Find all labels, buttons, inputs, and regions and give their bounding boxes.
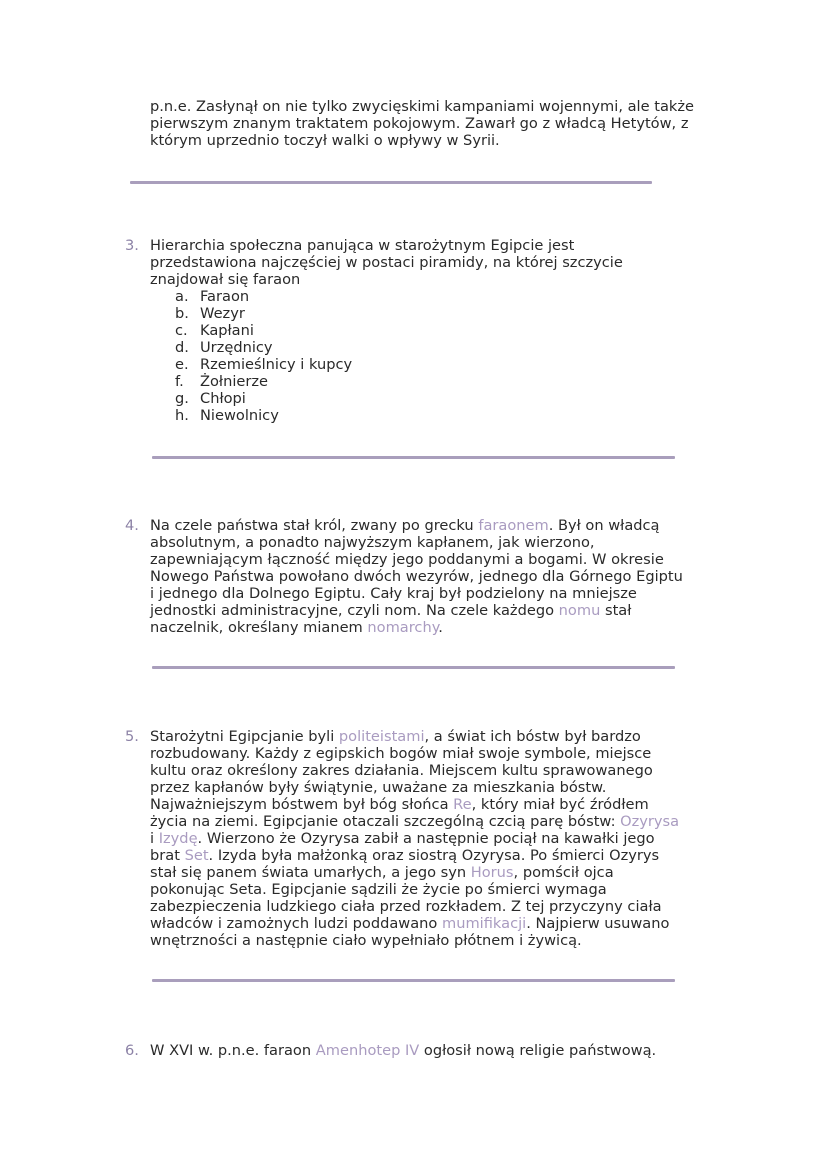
text-line	[150, 254, 623, 271]
list-item	[150, 305, 623, 322]
text-line	[150, 762, 679, 779]
text-segment: Na czele państwa stał król, zwany po grecku	[150, 517, 479, 534]
text-segment: ogłosił nową religie państwową.	[419, 1042, 657, 1059]
text-line	[150, 932, 679, 949]
highlighted-term: Amenhotep IV	[315, 1042, 420, 1059]
text-segment: . Najpierw usuwano	[526, 915, 670, 932]
list-item-letter: h.	[175, 407, 189, 424]
text-line	[150, 1042, 656, 1059]
list-item-letter: g.	[175, 390, 189, 407]
text-segment: . Izyda była małżonką oraz siostrą Ozyrysa. Po śmierci Ozyrys	[208, 847, 660, 864]
text-segment: absolutnym, a ponadto najwyższym kapłanem, jak wierzono,	[150, 534, 595, 551]
highlighted-term: Izydę	[158, 830, 198, 847]
list-item	[150, 322, 623, 339]
text-segment: stał	[600, 602, 632, 619]
question-number: 3.	[125, 237, 139, 254]
answer-line-divider	[130, 181, 652, 184]
question-4	[125, 517, 683, 636]
list-item-label: Urzędnicy	[200, 339, 273, 356]
list-item	[150, 356, 623, 373]
text-segment: życia na ziemi. Egipcjanie otaczali szczególną czcią parę bóstw:	[150, 813, 621, 830]
highlighted-term: faraonem	[478, 517, 549, 534]
list-item-letter: a.	[175, 288, 189, 305]
text-segment: którym uprzednio toczył walki o wpływy w Syrii.	[150, 132, 500, 149]
text-segment: brat	[150, 847, 185, 864]
list-item-letter: e.	[175, 356, 189, 373]
text-segment: , a świat ich bóstw był bardzo	[424, 728, 641, 745]
list-item	[150, 373, 623, 390]
list-item	[150, 288, 623, 305]
text-segment: kultu oraz określony zakres działania. Miejscem kultu sprawowanego	[150, 762, 653, 779]
text-line	[150, 779, 679, 796]
intro-paragraph	[150, 98, 694, 149]
text-segment: władców i zamożnych ludzi poddawano	[150, 915, 442, 932]
text-line	[150, 898, 679, 915]
text-segment: wnętrzności a następnie ciało wypełniało płótnem i żywicą.	[150, 932, 582, 949]
list-item-letter: b.	[175, 305, 189, 322]
text-segment: rozbudowany. Każdy z egipskich bogów miał swoje symbole, miejsce	[150, 745, 652, 762]
text-line	[150, 271, 623, 288]
text-segment: pierwszym znanym traktatem pokojowym. Zawarł go z władcą Hetytów, z	[150, 115, 689, 132]
highlighted-term: Horus	[470, 864, 514, 881]
list-item-label: Faraon	[200, 288, 250, 305]
text-line	[150, 864, 679, 881]
text-segment: p.n.e. Zasłynął on nie tylko zwycięskimi kampaniami wojennymi, ale także	[150, 98, 694, 115]
text-segment: Hierarchia społeczna panująca w starożytnym Egipcie jest	[150, 237, 575, 254]
text-line	[150, 551, 683, 568]
text-line	[150, 728, 679, 745]
text-segment: naczelnik, określany mianem	[150, 619, 368, 636]
text-line	[150, 98, 694, 115]
question-3	[125, 237, 623, 424]
text-line	[150, 237, 623, 254]
text-line	[150, 881, 679, 898]
text-segment: Nowego Państwa powołano dwóch wezyrów, jednego dla Górnego Egiptu	[150, 568, 683, 585]
text-line	[150, 830, 679, 847]
text-segment: W XVI w. p.n.e. faraon	[150, 1042, 316, 1059]
text-line	[150, 847, 679, 864]
text-segment: .	[438, 619, 443, 636]
list-item	[150, 390, 623, 407]
list-item-letter: f.	[175, 373, 184, 390]
text-segment: . Wierzono że Ozyrysa zabił a następnie pociął na kawałki jego	[197, 830, 655, 847]
text-line	[150, 813, 679, 830]
text-segment: i	[150, 830, 159, 847]
text-segment: i jednego dla Dolnego Egiptu. Cały kraj był podzielony na mniejsze	[150, 585, 637, 602]
highlighted-term: Set	[184, 847, 209, 864]
text-segment: pokonując Seta. Egipcjanie sądzili że życie po śmierci wymaga	[150, 881, 607, 898]
list-item-label: Chłopi	[200, 390, 246, 407]
text-segment: znajdował się faraon	[150, 271, 301, 288]
text-line	[150, 115, 694, 132]
list-item	[150, 339, 623, 356]
highlighted-term: politeistami	[338, 728, 425, 745]
question-number: 4.	[125, 517, 139, 534]
highlighted-term: mumifikacji	[442, 915, 527, 932]
text-segment: , który miał być źródłem	[471, 796, 649, 813]
text-line	[150, 132, 694, 149]
text-line	[150, 585, 683, 602]
question-number: 5.	[125, 728, 139, 745]
highlighted-term: nomarchy	[367, 619, 439, 636]
text-line	[150, 619, 683, 636]
text-line	[150, 517, 683, 534]
list-item-label: Rzemieślnicy i kupcy	[200, 356, 353, 373]
list-item-label: Kapłani	[200, 322, 254, 339]
text-line	[150, 915, 679, 932]
text-line	[150, 796, 679, 813]
text-line	[150, 602, 683, 619]
text-segment: Najważniejszym bóstwem był bóg słońca	[150, 796, 454, 813]
list-item-label: Niewolnicy	[200, 407, 279, 424]
list-item-letter: d.	[175, 339, 189, 356]
question-5	[125, 728, 680, 949]
answer-line-divider	[152, 979, 675, 982]
question-number: 6.	[125, 1042, 139, 1059]
list-item-label: Żołnierze	[200, 373, 268, 390]
highlighted-term: nomu	[558, 602, 601, 619]
highlighted-term: Ozyrysa	[620, 813, 680, 830]
question-6	[125, 1042, 657, 1059]
list-item	[150, 407, 623, 424]
text-segment: przedstawiona najczęściej w postaci piramidy, na której szczycie	[150, 254, 623, 271]
text-line	[150, 568, 683, 585]
text-segment: zabezpieczenia ludzkiego ciała przed rozkładem. Z tej przyczyny ciała	[150, 898, 662, 915]
list-item-letter: c.	[175, 322, 188, 339]
answer-line-divider	[152, 456, 675, 459]
text-segment: jednostki administracyjne, czyli nom. Na czele każdego	[150, 602, 559, 619]
list-item-label: Wezyr	[200, 305, 245, 322]
text-segment: Starożytni Egipcjanie byli	[150, 728, 339, 745]
text-segment: , pomścił ojca	[513, 864, 614, 881]
text-segment: stał się panem świata umarłych, a jego syn	[150, 864, 471, 881]
answer-line-divider	[152, 666, 675, 669]
text-segment: . Był on władcą	[548, 517, 660, 534]
text-line	[150, 745, 679, 762]
text-segment: przez kapłanów były świątynie, uważane za mieszkania bóstw.	[150, 779, 607, 796]
text-line	[150, 534, 683, 551]
highlighted-term: Re	[453, 796, 472, 813]
text-segment: zapewniającym łączność między jego poddanymi a bogami. W okresie	[150, 551, 664, 568]
